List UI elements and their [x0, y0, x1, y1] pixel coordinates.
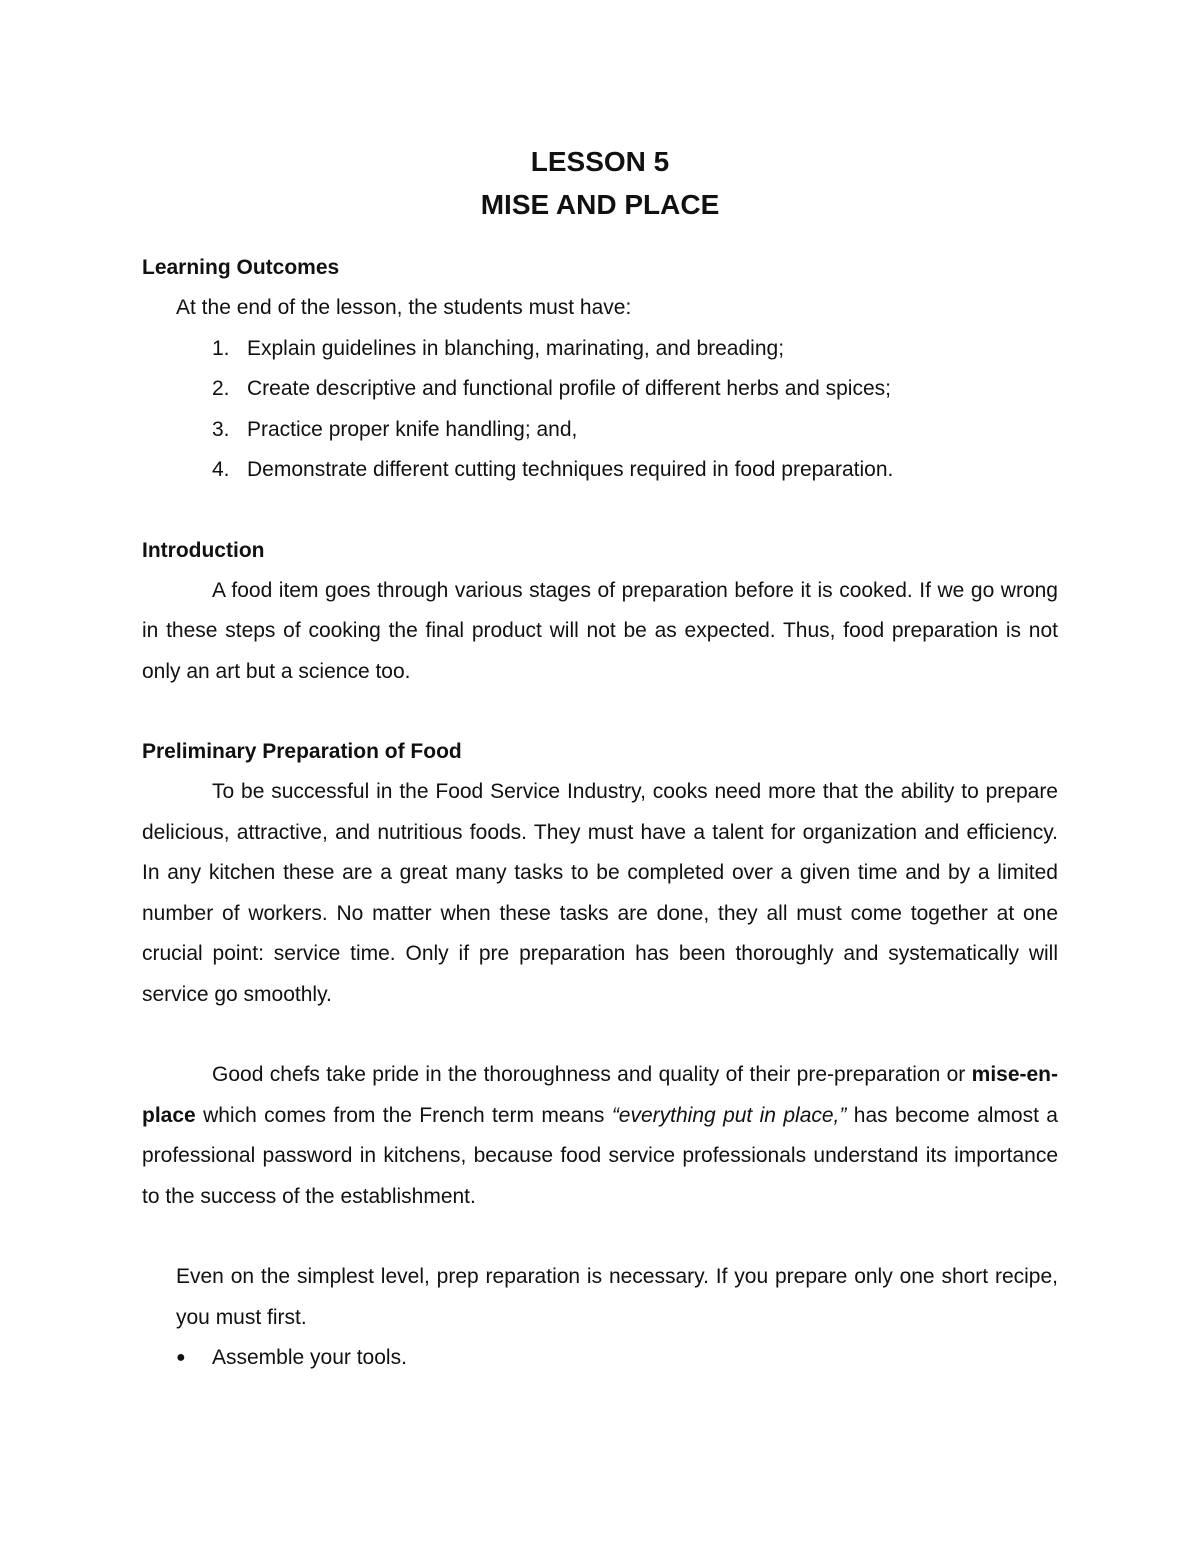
mise-en-place-term: mise-en-place [142, 1063, 1058, 1127]
outcome-text: Create descriptive and functional profile of different herbs and spices; [247, 377, 891, 400]
outcome-text: Demonstrate different cutting techniques required in food preparation. [247, 458, 894, 481]
learning-outcomes-heading: Learning Outcomes [142, 256, 340, 279]
preliminary-paragraph-3 [142, 1257, 1058, 1338]
preliminary-heading: Preliminary Preparation of Food [142, 740, 462, 763]
paragraph-text: has become almost a professional password in kitchens, because food service professionals understand its importance to the success of the establishment. [142, 1103, 1058, 1208]
document-page [142, 140, 1058, 1379]
outcome-number: 4. [212, 458, 230, 481]
outcome-number: 2. [212, 377, 230, 400]
outcome-text: Practice proper knife handling; and, [247, 417, 578, 441]
paragraph-text: Even on the simplest level, prep reparation is necessary. If you prepare only one short recipe, you must first. [176, 1265, 1058, 1329]
paragraph-text: which comes from the French term means [195, 1103, 612, 1127]
outcome-number: 3. [212, 417, 230, 441]
learning-outcomes-list [142, 329, 1058, 491]
bullet-text: Assemble your tools. [212, 1346, 407, 1369]
bullet-icon: ● [176, 1349, 186, 1366]
outcome-item [142, 329, 1058, 370]
french-quote: “everything put in place,” [611, 1103, 847, 1127]
introduction-heading: Introduction [142, 538, 265, 562]
outcome-item [142, 410, 1058, 451]
outcome-text: Explain guidelines in blanching, marinating, and breading; [247, 336, 785, 360]
tools-bullet-list [142, 1338, 1058, 1379]
lesson-name-title: MISE AND PLACE [480, 189, 720, 220]
bullet-item [142, 1338, 1058, 1379]
preliminary-paragraph-2 [142, 1055, 1058, 1217]
lesson-number-title: LESSON 5 [530, 146, 670, 177]
outcome-item [142, 450, 1058, 491]
outcome-number: 1. [212, 336, 230, 360]
paragraph-text: Good chefs take pride in the thoroughness and quality of their pre-preparation or [212, 1063, 972, 1086]
introduction-paragraph: A food item goes through various stages of preparation before it is cooked. If we go wrong in these steps of cooking the final product will not be as expected. Thus, food preparation is not only an art but a science too. [142, 578, 1058, 683]
learning-outcomes-intro: At the end of the lesson, the students must have: [176, 296, 632, 319]
outcome-item [142, 369, 1058, 410]
preliminary-paragraph-1: To be successful in the Food Service Industry, cooks need more that the ability to prepare delicious, attractive, and nutritious foods. They must have a talent for organization and efficiency. In any kitchen these are a great many tasks to be completed over a given time and by a limited number of workers. No matter when these tasks are done, they all must come together at one crucial point: service time. Only if pre preparation has been thoroughly and systematically will service go smoothly. [142, 780, 1058, 1006]
